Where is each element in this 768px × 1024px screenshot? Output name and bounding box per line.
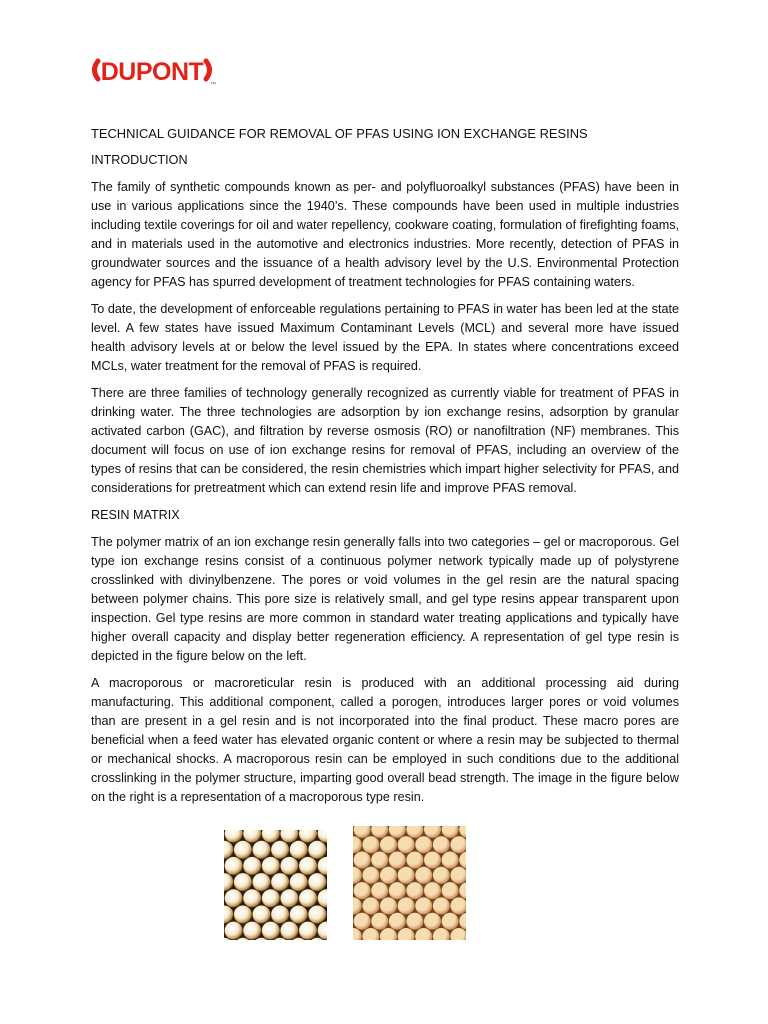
macroporous-resin-image [353,826,466,940]
macro-bead [424,913,441,930]
gel-bead [253,906,271,924]
gel-bead [299,857,317,875]
macro-bead [354,852,371,869]
gel-bead [234,841,252,859]
gel-bead [280,889,298,907]
gel-bead [225,889,243,907]
macro-bead [406,913,423,930]
gel-bead [243,889,261,907]
macro-bead [433,897,450,914]
gel-bead [271,873,289,891]
gel-bead [299,889,317,907]
macro-bead [398,897,415,914]
intro-paragraph-2: To date, the development of enforceable regulations pertaining to PFAS in water has been led at the state level. A few states have issued Maximum Contaminant Levels (MCL) and several more have issued health advisory levels at or below the level issued by the EPA. In states where concentrations exceed MCLs, water treatment for the removal of PFAS is required. [91,302,679,373]
logo-trademark: ™ [210,82,216,88]
macro-bead [362,867,379,884]
gel-bead [308,841,326,859]
gel-bead [234,873,252,891]
macro-bead [389,882,406,899]
gel-bead [299,922,317,940]
section-heading-resin-matrix: RESIN MATRIX [91,508,180,522]
macro-bead [380,836,397,853]
macro-bead [371,852,388,869]
gel-bead [262,857,280,875]
macro-bead [442,852,459,869]
gel-resin-image [224,830,327,940]
gel-bead [262,922,280,940]
macro-bead [371,913,388,930]
resin-paragraph-2: A macroporous or macroreticular resin is produced with an additional processing aid during manufacturing. This additional component, called a porogen, introduces larger pores or void volumes than are present in a gel resin and is not incorporated into the final product. These macro pores are beneficial when a feed water has elevated organic content or where a resin may be subjected to thermal or mechanical shocks. A macroporous resin can be employed in such conditions due to the additional crosslinking in the polymer structure, imparting good overall bead strength. The image in the figure below on the right is a representation of a macroporous type resin. [91,676,679,804]
macro-bead [354,913,371,930]
resin-paragraph-1: The polymer matrix of an ion exchange resin generally falls into two categories – gel or macroporous. Gel type ion exchange resins consist of a continuous polymer network typically made up of polystyrene crosslinked with divinylbenzene. The pores or void volumes in the gel resin are the natural spacing between polymer chains. This pore size is relatively small, and gel type resins appear transparent upon inspection. Gel type resins are more common in standard water treating applications and typically have higher overall capacity and display better regeneration efficiency. A representation of gel type resin is depicted in the figure below on the left. [91,535,679,663]
macro-bead [389,913,406,930]
section-heading-introduction: INTRODUCTION [91,153,188,167]
macro-bead [424,882,441,899]
gel-bead [280,857,298,875]
gel-bead [308,906,326,924]
gel-bead [262,889,280,907]
gel-bead [290,841,308,859]
macro-bead [406,852,423,869]
gel-bead [271,841,289,859]
macro-bead [406,882,423,899]
resin-figures [224,830,466,940]
macro-bead [415,836,432,853]
gel-bead [290,873,308,891]
gel-bead [243,857,261,875]
macro-bead [362,897,379,914]
macro-bead [442,882,459,899]
gel-bead [308,873,326,891]
macro-bead [389,852,406,869]
macro-bead [398,867,415,884]
gel-bead [290,906,308,924]
macro-bead [424,852,441,869]
macro-bead [433,867,450,884]
macro-bead [398,836,415,853]
macro-bead [415,867,432,884]
intro-paragraph-3: There are three families of technology generally recognized as currently viable for treatment of PFAS in drinking water. The three technologies are adsorption by ion exchange resins, adsorption by granular activated carbon (GAC), and filtration by reverse osmosis (RO) or nanofiltration (NF) membranes. This document will focus on use of ion exchange resins for removal of PFAS, including an overview of the types of resins that can be considered, the resin chemistries which impart higher selectivity for PFAS, and considerations for pretreatment which can extend resin life and improve PFAS removal. [91,386,679,495]
gel-bead [280,922,298,940]
gel-bead [253,873,271,891]
macro-bead [442,913,459,930]
document-body [91,124,679,815]
macro-bead [362,836,379,853]
gel-bead [225,857,243,875]
logo-wordmark: DUPONT [100,58,204,86]
macro-bead [433,836,450,853]
gel-bead [253,841,271,859]
gel-bead [225,922,243,940]
macro-bead [380,867,397,884]
intro-paragraph-1: The family of synthetic compounds known as per- and polyfluoroalkyl substances (PFAS) have been in use in various applications since the 1940’s. These compounds have been used in multiple industries including textile coverings for oil and water repellency, cookware coating, formulation of firefighting foams, and in materials used in the automotive and electronics industries. More recently, detection of PFAS in groundwater sources and the issuance of a health advisory level by the U.S. Environmental Protection agency for PFAS has spurred development of treatment technologies for PFAS containing waters. [91,180,679,289]
gel-bead [271,906,289,924]
gel-bead [234,906,252,924]
macro-bead [415,897,432,914]
macro-bead [371,882,388,899]
document-title: TECHNICAL GUIDANCE FOR REMOVAL OF PFAS USING ION EXCHANGE RESINS [91,126,588,141]
macro-bead [380,897,397,914]
macro-bead [354,882,371,899]
dupont-logo [90,50,230,90]
gel-bead [243,922,261,940]
